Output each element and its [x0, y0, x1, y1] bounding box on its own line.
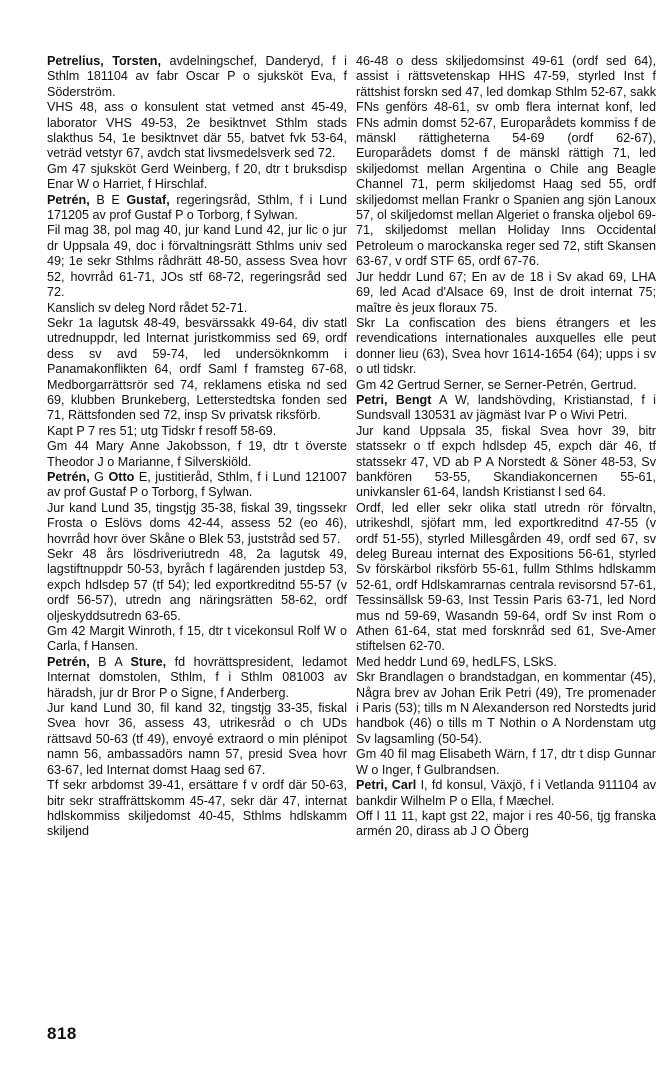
entry-petri-carl	[356, 778, 656, 809]
entry-petri-bengt	[356, 393, 656, 424]
entry-initials: B E	[89, 192, 127, 207]
entry-career: VHS 48, ass o konsulent stat vetmed anst 45-49, laborator VHS 49-53, 2e besiktnvet Sthlm stads slakthus 54, 1e besiktnvet där 55, batvet fvk 53-64, veträd vetstyr 67, avdch stat livsmedelsverk sed 72.	[47, 100, 347, 161]
entry-petren-otto	[47, 470, 347, 501]
entry-given-name: Otto	[108, 469, 135, 484]
entry-name: Petrelius, Torsten,	[47, 54, 161, 68]
entry-family: Gm 40 fil mag Elisabeth Wärn, f 17, dtr t disp Gunnar W o Inger, f Gulbrandsen.	[356, 747, 656, 777]
entry-education: Jur kand Lund 30, fil kand 32, tingstjg 33-35, fiskal Svea hovr 36, assess 43, utrikesråd o ch UDs rättsavd 50-63 (tf 49), envoyé extraord o min plénipot namn 56, ambassadörs namn 57, presid Svea hovr 63-67, led Internat domst Haag sed 67.	[47, 701, 347, 777]
entry-honors: Jur heddr Lund 67; En av de 18 i Sv akad 69, LHA 69, led Acad d'Alsace 69, Inst de droit internat 75; maître ès jeux floraux 75.	[356, 269, 656, 315]
entry-family: Gm 42 Gertrud Serner, se Serner-Petrén, Gertrud.	[356, 377, 637, 392]
entry-family: Gm 42 Margit Winroth, f 15, dtr t vicekonsul Rolf W o Carla, f Hansen.	[47, 624, 347, 654]
entry-name: Petrén,	[47, 469, 90, 484]
entry-education: Jur kand Uppsala 35, fiskal Svea hovr 39, bitr statssekr o tf expch hdlsdep 45, expch där 46, tf statssekr 47, VD ab P A Norstedt & Söner 48-53, Sv bankfören 53-55, Skandiakoncernen 55-61, univkansler 61-64, landsh Kristianst l sed 64.	[356, 423, 656, 500]
entry-intro: I, fd konsul, Växjö, f i Vetlanda 911104 av bankdir Wilhelm P o Ella, f Mæchel.	[356, 778, 656, 808]
entry-petrelius-torsten	[47, 54, 347, 100]
entry-assignments: Tf sekr arbdomst 39-41, ersättare f v ordf där 50-63, bitr sekr straffrättskomm 45-47, sekr där 47, internat hdlskommiss skiljedomst 40-45, Sthlms hdlskamm skiljend	[47, 778, 347, 839]
entry-intro: A W, landshövding, Kristianstad, f i Sundsvall 130531 av jägmäst Ivar P o Wivi Petri.	[356, 392, 656, 423]
entry-given-name: Sture,	[130, 654, 167, 669]
entry-education: Fil mag 38, pol mag 40, jur kand Lund 42, jur lic o jur dr Uppsala 49, doc i förvaltningsrätt Sthlms univ sed 49; 1e sekr Sthlms rådhrätt 48-50, assess Svea hovr 52, hovrråd 61-71, JOs stf 68-72, regeringsråd sed 72.	[47, 223, 347, 300]
entry-intro: E, justitieråd, Sthlm, f i Lund 121007 av prof Gustaf P o Torborg, f Sylwan.	[47, 469, 347, 500]
entry-career: Off l 11 11, kapt gst 22, major i res 40-56, tjg franska armén 20, dirass ab J O Öberg	[356, 808, 656, 839]
entry-initials: G	[89, 469, 109, 484]
entry-family: Gm 44 Mary Anne Jakobsson, f 19, dtr t överste Theodor J o Marianne, f Silverskiöld.	[47, 439, 347, 469]
entry-given-name: Bengt	[387, 392, 432, 407]
entry-writings: Skr La confiscation des biens étrangers et les revendications internationales auxquelles elle peut donner lieu (63), Svea hovr 1614-1654 (64); upps i sv o utl tidskr.	[356, 315, 656, 377]
entry-position: Kanslich sv deleg Nord rådet 52-71.	[47, 300, 248, 315]
entry-petren-gustaf	[47, 193, 347, 224]
entry-honors: Med heddr Lund 69, hedLFS, LSkS.	[356, 654, 557, 669]
entry-initials: B A	[89, 654, 131, 669]
entry-name: Petrén,	[47, 192, 90, 207]
entry-education: Jur kand Lund 35, tingstjg 35-38, fiskal 39, tingssekr Frosta o Eslövs doms 42-44, assess 52 (eo 46), hovrråd hovr över Skåne o Blek 53, juststråd sed 57.	[47, 500, 347, 546]
left-column	[47, 54, 347, 840]
entry-name: Petri,	[356, 778, 388, 793]
entry-military: Kapt P 7 res 51; utg Tidskr f resoff 58-69.	[47, 423, 277, 438]
entry-given-name: Gustaf,	[126, 192, 170, 207]
entry-intro: avdelningschef, Danderyd, f i Sthlm 181104 av fabr Oscar P o sjuksköt Eva, f Söderström.	[47, 54, 347, 99]
entry-writings: Skr Brandlagen o brandstadgan, en kommentar (45), Några brev av Johan Erik Petri (49), Tre promenader i Paris (53); tills m N Alexanderson red Norstedts jurid handbok (46) o tills m T Nothin o A Nordenstam utg Sv lagsamling (50-54).	[356, 670, 656, 746]
entry-continuation: 46-48 o dess skiljedomsinst 49-61 (ordf sed 64), assist i rättsvetenskap HHS 47-59, styrled Inst f rättshist forskn sed 47, led domkap Sthlm 52-67, sakk FNs genförs 48-61, sv omb flera internat konf, led FNs admin domst 52-67, Europarådets kommiss f de mänskl rättigheterna 54-69 (ordf 62-67), Europarådets domst f de mänskl rättigh 71, led skiljedomst mellan Argentina o Chile ang Beagle Channel 71, perm skiljedomst Haag sed 55, ordf skiljedomst mellan Frankr o Spanien ang sjön Lanoux 57, ol skiljedomst mellan Algeriet o franska oljebol 69-71, skiljedomst mellan Holiday Inns Occidental Petroleum o marockanska reger sed 72, stift Skansen 63-67, v ordf STF 65, ordf 67-76.	[356, 54, 656, 269]
page-number: 818	[47, 1024, 77, 1043]
entry-assignments: Sekr 48 års lösdriveriutredn 48, 2a lagutsk 49, lagstiftnuppdr 50-53, byråch f lagärenden justdep 53, expch hdlsdep 57 (tf 54); led exportkreditnd 55-57 (v ordf 56-57), utredn ang näringsrätten 58-62, ordf oljeskyddsutredn 63-65.	[47, 547, 347, 623]
entry-petren-sture	[47, 655, 347, 701]
entry-given-name: Carl	[387, 778, 417, 793]
entry-family: Gm 47 sjuksköt Gerd Weinberg, f 20, dtr t bruksdisp Enar W o Harriet, f Hirschlaf.	[47, 161, 347, 192]
entry-assignments: Sekr 1a lagutsk 48-49, besvärssakk 49-64, div statl utrednuppdr, led Internat juristkommiss sed 69, ordf dess sv avd 59-74, led undersöknkomm i Panamakonflikten 64, ordf Saml f framsteg 67-68, Medborgarrättsrör sed 74, reklamens etiska nd sed 69, klubben Brunkeberg, Letterstedtska fonden sed 71, Rättsfonden sed 72, insp Sv privatsk riksförb.	[47, 315, 347, 423]
entry-intro: regeringsråd, Sthlm, f i Lund 171205 av prof Gustaf P o Torborg, f Sylwan.	[47, 192, 348, 223]
entry-name: Petri,	[356, 392, 388, 407]
entry-name: Petrén,	[47, 654, 90, 669]
entry-intro: fd hovrättspresident, ledamot Internat domstolen, Sthlm, f i Sthlm 081003 av häradsh, jur dr Bror P o Signe, f Anderberg.	[47, 654, 347, 700]
right-column	[356, 54, 656, 840]
entry-assignments: Ordf, led eller sekr olika statl utredn rör förvaltn, utrikeshdl, sjöfart mm, led exportkreditnd 47-55 (v ordf 51-55), styrled Millesgården 49, ordf sed 67, sv deleg Bureau internat des Expositions 56-61, styrled Sv förskärbol riksförb 55-61, fullm Sthlms hdlskamm 52-61, ordf Hdlskamrarnas centrala revisorsnd 57-61, Tessinsällsk 59-63, Inst Tessin Paris 63-71, led Nord mus nd 59-69, Wasandn 59-64, ordf Sv inst Rom o Athen 61-64, stat med forsknråd sed 61, Sve-Amer stiftelsen 62-70.	[356, 500, 656, 654]
